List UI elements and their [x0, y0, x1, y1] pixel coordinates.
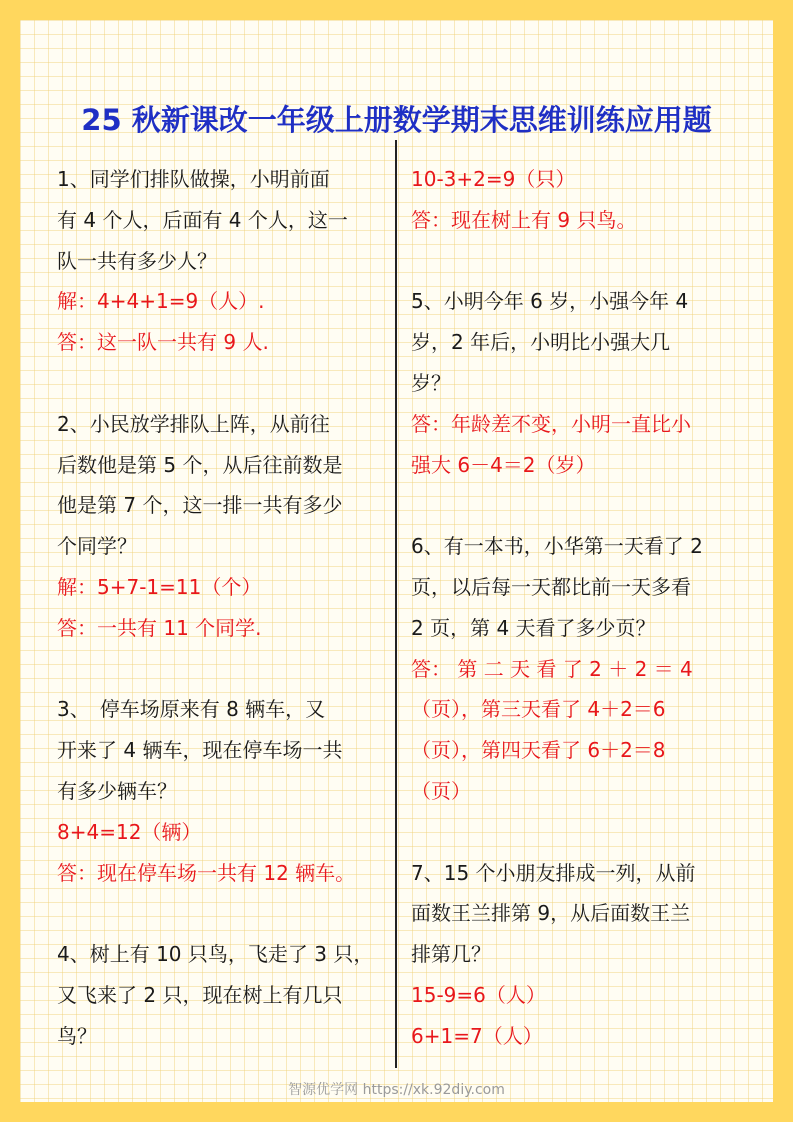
question-line: 队一共有多少人？ [57, 248, 217, 273]
paragraph-spacer [411, 485, 737, 526]
answer-line: 答：一共有 11 个同学. [57, 615, 262, 640]
question-line: 开来了 4 辆车，现在停车场一共 [57, 738, 343, 763]
paragraph-spacer [57, 649, 383, 690]
question-line: 有 4 个人，后面有 4 个人，这一 [57, 207, 348, 232]
question-line: 1、同学们排队做操，小明前面 [57, 167, 330, 191]
question-line: 7、15 个小朋友排成一列，从前 [411, 860, 696, 885]
question-line: 2 页，第 4 天看了多少页？ [411, 615, 656, 640]
answer-line: （页） [411, 778, 471, 803]
answer-line: 答：这一队一共有 9 人. [57, 330, 269, 355]
question-line: 2、小民放学排队上阵，从前往 [57, 411, 330, 436]
answer-line: 答：现在停车场一共有 12 辆车。 [57, 860, 356, 885]
answer-line: （页），第三天看了 4＋2＝6 [411, 697, 666, 722]
answer-line: 10-3+2=9（只） [411, 167, 576, 191]
question-line: 有多少辆车？ [57, 778, 177, 803]
page-title: 25 秋新课改一年级上册数学期末思维训练应用题 [81, 103, 712, 137]
question-line: 5、小明今年 6 岁，小强今年 4 [411, 289, 689, 314]
footer-watermark: 智源优学网 https://xk.92diy.com [288, 1082, 505, 1098]
answer-line: 解：5+7-1=11（个） [57, 574, 262, 599]
question-line: 岁？ [411, 370, 451, 395]
paragraph-spacer [411, 812, 737, 853]
answer-line: （页），第四天看了 6＋2＝8 [411, 738, 666, 763]
paragraph-spacer [57, 893, 383, 934]
worksheet-page [20, 20, 773, 1102]
question-line: 鸟？ [57, 1023, 97, 1048]
answer-line: 强大 6－4＝2（岁） [411, 452, 596, 477]
answer-line: 8+4=12（辆） [57, 819, 202, 844]
question-line: 4、树上有 10 只鸟，飞走了 3 只， [57, 942, 374, 967]
question-line: 又飞来了 2 只，现在树上有几只 [57, 982, 343, 1007]
answer-line: 解：4+4+1=9（人）. [57, 289, 265, 314]
left-column [57, 159, 383, 1057]
paragraph-spacer [411, 241, 737, 282]
right-column [411, 159, 737, 1057]
answer-line: 答：现在树上有 9 只鸟。 [411, 207, 637, 232]
question-line: 面数王兰排第 9，从后面数王兰 [411, 901, 691, 926]
answer-line: 6+1=7（人） [411, 1023, 543, 1048]
question-line: 个同学？ [57, 534, 137, 559]
answer-line: 答：年龄差不变，小明一直比小 [411, 411, 691, 436]
column-divider [395, 140, 397, 1068]
answer-line: 答： 第 二 天 看 了 2 ＋ 2 ＝ 4 [411, 656, 693, 681]
question-line: 后数他是第 5 个，从后往前数是 [57, 452, 343, 477]
question-line: 页，以后每一天都比前一天多看 [411, 574, 691, 599]
question-line: 岁，2 年后，小明比小强大几 [411, 330, 671, 355]
answer-line: 15-9=6（人） [411, 982, 546, 1007]
question-line: 3、 停车场原来有 8 辆车，又 [57, 697, 326, 722]
question-line: 他是第 7 个，这一排一共有多少 [57, 493, 343, 518]
paragraph-spacer [57, 363, 383, 404]
question-line: 排第几？ [411, 942, 491, 967]
question-line: 6、有一本书，小华第一天看了 2 [411, 534, 703, 559]
